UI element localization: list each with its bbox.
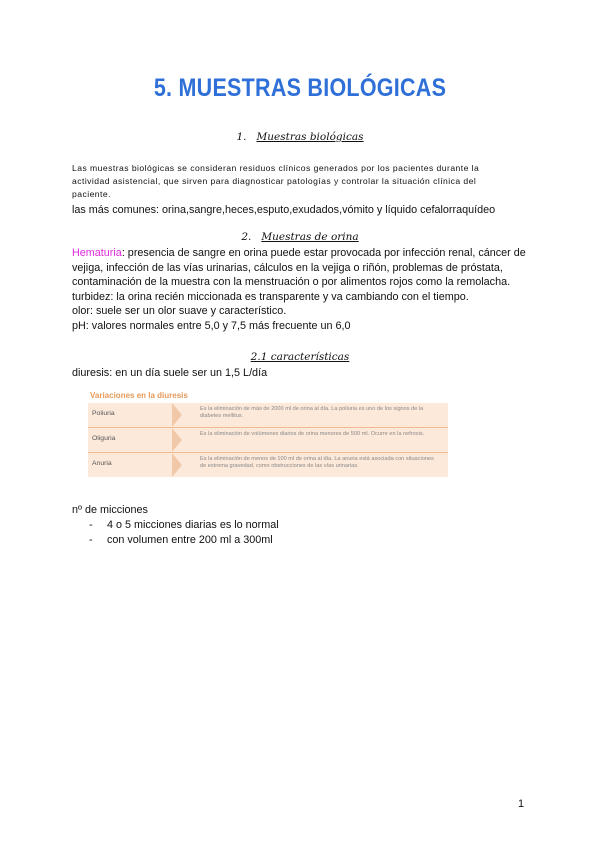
list-bullet: - [89,534,93,546]
page-number: 1 [518,798,525,810]
section-2-heading [0,231,600,243]
table-row [88,403,448,427]
row-label: Oliguria [92,435,116,442]
micciones-heading: nº de micciones [72,504,148,516]
table-row [88,428,448,452]
diuresis-line: diuresis: en un día suele ser un 1,5 L/día [72,367,268,379]
section-2-1-heading [0,351,600,363]
section-2-1-title: 2.1 características [250,351,350,363]
list-item-text: 4 o 5 micciones diarias es lo normal [107,519,279,531]
row-description: Es la eliminación de menos de 100 ml de orina al día. La anuria está asociada con situaciones de extrema gravedad, como obstrucciones de las vías urinarias. [200,456,434,469]
row-label: Poliuria [92,410,115,417]
table-row [88,453,448,477]
ph-line: pH: valores normales entre 5,0 y 7,5 más frecuente un 6,0 [72,319,351,332]
row-arrow [172,428,182,452]
list-item-text: con volumen entre 200 ml a 300ml [107,534,273,546]
common-samples-line: las más comunes: orina,sangre,heces,esputo,exudados,vómito y líquido cefalorraquídeo [72,204,496,216]
olor-line: olor: suele ser un olor suave y característico. [72,305,287,318]
section-1-heading [0,131,600,143]
row-arrow [172,453,182,477]
page-title: 5. MUESTRAS BIOLÓGICAS [153,74,447,102]
section-1-number: 1. [236,131,247,143]
section-2-number: 2. [241,231,252,243]
section-2-title: Muestras de orina [261,231,359,243]
list-bullet: - [89,519,93,531]
diuresis-variations-table [88,390,448,480]
table-title: Variaciones en la diuresis [90,391,188,400]
row-description: Es la eliminación de más de 2000 ml de orina al día. La poliuria es uno de los signos de la diabetes mellitus. [200,406,424,419]
turbidez-line: turbidez: la orina recién miccionada es transparente y va cambiando con el tiempo. [72,290,469,303]
row-label: Anuria [92,460,112,467]
list-item [89,533,273,547]
urine-paragraph [72,246,527,334]
section-1-title: Muestras biológicas [256,131,364,143]
list-item [89,518,279,532]
hematuria-term: Hematuria [72,247,122,259]
row-description: Es la eliminación de volúmenes diarios de orina menores de 500 ml. Ocurre en la nefrosis. [200,431,425,437]
row-arrow [172,403,182,427]
intro-paragraph: Las muestras biológicas se consideran residuos clínicos generados por los pacientes durante la actividad asistencial, que sirven para diagnosticar patologías y controlar la situación clínica del paciente. [72,163,480,199]
hematuria-text: : presencia de sangre en orina puede estar provocada por infección renal, cáncer de vejiga, infección de las vías urinarias, cálculos en la vejiga o riñón, problemas de próstata, contaminación de la muestra con la menstruación o por alimentos rojos como la remolacha. [72,247,526,289]
